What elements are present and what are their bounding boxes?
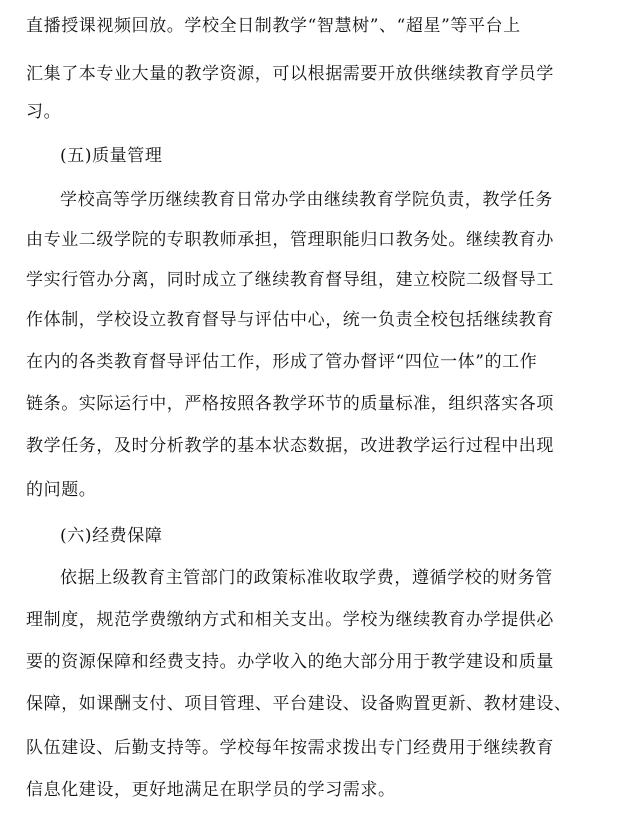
paragraph-line: 依据上级教育主管部门的政策标准收取学费，遵循学校的财务管 — [60, 568, 553, 588]
paragraph-line: 队伍建设、后勤支持等。学校每年按需求拨出专门经费用于继续教育 — [26, 738, 554, 758]
section-heading-quality-management: (五)质量管理 — [60, 146, 163, 166]
paragraph-line: 在内的各类教育督导评估工作，形成了管办督评“四位一体”的工作 — [26, 352, 538, 372]
paragraph-line: 链条。实际运行中，严格按照各教学环节的质量标准，组织落实各项 — [26, 394, 554, 414]
paragraph-line: 习。 — [26, 102, 62, 122]
paragraph-line: 学实行管办分离，同时成立了继续教育督导组，建立校院二级督导工 — [26, 270, 554, 290]
section-heading-funding-guarantee: (六)经费保障 — [60, 526, 163, 546]
paragraph-line: 要的资源保障和经费支持。办学收入的绝大部分用于教学建设和质量 — [26, 652, 554, 672]
paragraph-line: 汇集了本专业大量的教学资源，可以根据需要开放供继续教育学员学 — [26, 64, 554, 84]
paragraph-line: 直播授课视频回放。学校全日制教学“智慧树”、“超星”等平台上 — [26, 16, 521, 36]
paragraph-line: 由专业二级学院的专职教师承担，管理职能归口教务处。继续教育办 — [26, 230, 554, 250]
paragraph-line: 理制度，规范学费缴纳方式和相关支出。学校为继续教育办学提供必 — [26, 610, 554, 630]
paragraph-line: 教学任务，及时分析教学的基本状态数据，改进教学运行过程中出现 — [26, 436, 554, 456]
paragraph-line: 学校高等学历继续教育日常办学由继续教育学院负责，教学任务 — [60, 190, 553, 210]
paragraph-line: 信息化建设，更好地满足在职学员的学习需求。 — [26, 780, 396, 800]
paragraph-line: 保障，如课酬支付、项目管理、平台建设、设备购置更新、教材建设、 — [26, 694, 572, 714]
paragraph-line: 作体制，学校设立教育督导与评估中心，统一负责全校包括继续教育 — [26, 310, 554, 330]
paragraph-line: 的问题。 — [26, 480, 97, 500]
